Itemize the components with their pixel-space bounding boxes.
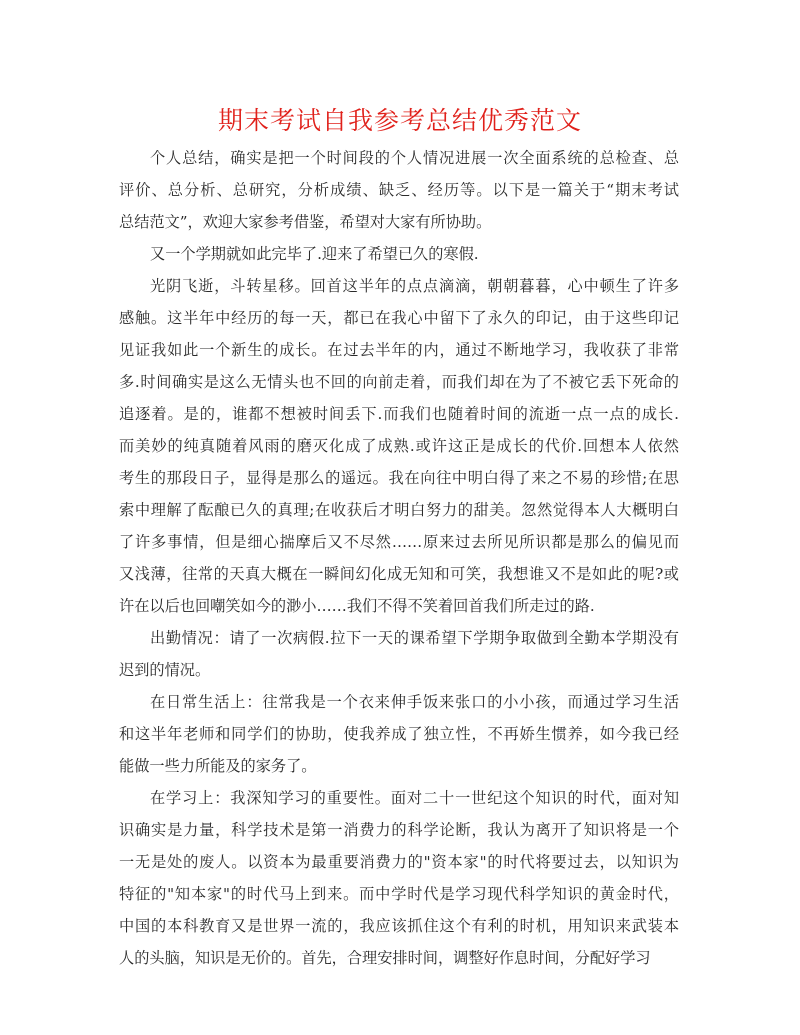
paragraph-line: 出勤情况：请了一次病假.拉下一天的课希望下学期争取做到全勤本学期没有 bbox=[150, 629, 679, 647]
paragraph-line: 总结范文”，欢迎大家参考借鉴，希望对大家有所协助。 bbox=[119, 213, 492, 231]
paragraph bbox=[119, 622, 679, 686]
document-body bbox=[119, 142, 679, 974]
paragraph-line: 光阴飞逝，斗转星移。回首这半年的点点滴滴，朝朝暮暮，心中顿生了许多 bbox=[150, 277, 679, 295]
paragraph-line: 了许多事情，但是细心揣摩后又不尽然……原来过去所见所识都是那么的偏见而 bbox=[119, 533, 679, 551]
paragraph-line: 特征的"知本家"的时代马上到来。而中学时代是学习现代科学知识的黄金时代， bbox=[119, 885, 679, 903]
paragraph bbox=[119, 686, 679, 782]
paragraph-line: 见证我如此一个新生的成长。在过去半年的内，通过不断地学习，我收获了非常 bbox=[119, 341, 679, 359]
paragraph-line: 考生的那段日子，显得是那么的遥远。我在向往中明白得了来之不易的珍惜;在思 bbox=[119, 469, 679, 487]
paragraph bbox=[119, 270, 679, 622]
paragraph-line: 中国的本科教育又是世界一流的，我应该抓住这个有利的时机，用知识来武装本 bbox=[119, 917, 679, 935]
paragraph-line: 又浅薄，往常的天真大概在一瞬间幻化成无知和可笑，我想谁又不是如此的呢?或 bbox=[119, 565, 679, 583]
paragraph-line: 而美妙的纯真随着风雨的磨灭化成了成熟.或许这正是成长的代价.回想本人依然 bbox=[119, 437, 679, 455]
paragraph-line: 人的头脑，知识是无价的。首先，合理安排时间，调整好作息时间，分配好学习 bbox=[119, 949, 651, 967]
paragraph-line: 识确实是力量，科学技术是第一消费力的科学论断，我认为离开了知识将是一个 bbox=[119, 821, 679, 839]
paragraph-line: 追逐着。是的，谁都不想被时间丢下.而我们也随着时间的流逝一点一点的成长. bbox=[119, 405, 679, 423]
document-title: 期末考试自我参考总结优秀范文 bbox=[217, 106, 582, 135]
paragraph-line: 许在以后也回嘲笑如今的渺小……我们不得不笑着回首我们所走过的路. bbox=[119, 597, 595, 615]
paragraph bbox=[119, 782, 679, 974]
paragraph-line: 和这半年老师和同学们的协助，使我养成了独立性，不再娇生惯养，如今我已经 bbox=[119, 725, 679, 743]
paragraph bbox=[119, 238, 679, 270]
paragraph-line: 多.时间确实是这么无情头也不回的向前走着，而我们却在为了不被它丢下死命的 bbox=[119, 373, 679, 391]
paragraph-line: 索中理解了酝酿已久的真理;在收获后才明白努力的甜美。忽然觉得本人大概明白 bbox=[119, 501, 679, 519]
paragraph-line: 感触。这半年中经历的每一天，都已在我心中留下了永久的印记，由于这些印记 bbox=[119, 309, 679, 327]
paragraph-line: 又一个学期就如此完毕了.迎来了希望已久的寒假. bbox=[150, 245, 479, 263]
paragraph-line: 评价、总分析、总研究，分析成绩、缺乏、经历等。以下是一篇关于“期末考试 bbox=[119, 181, 679, 199]
paragraph-line: 能做一些力所能及的家务了。 bbox=[119, 757, 317, 775]
paragraph-line: 在学习上：我深知学习的重要性。面对二十一世纪这个知识的时代，面对知 bbox=[150, 789, 679, 807]
paragraph bbox=[119, 142, 679, 238]
paragraph-line: 迟到的情况。 bbox=[119, 661, 211, 679]
paragraph-line: 一无是处的废人。以资本为最重要消费力的"资本家"的时代将要过去，以知识为 bbox=[119, 853, 679, 871]
paragraph-line: 个人总结，确实是把一个时间段的个人情况进展一次全面系统的总检查、总 bbox=[150, 149, 679, 167]
paragraph-line: 在日常生活上：往常我是一个衣来伸手饭来张口的小小孩，而通过学习生活 bbox=[150, 693, 679, 711]
